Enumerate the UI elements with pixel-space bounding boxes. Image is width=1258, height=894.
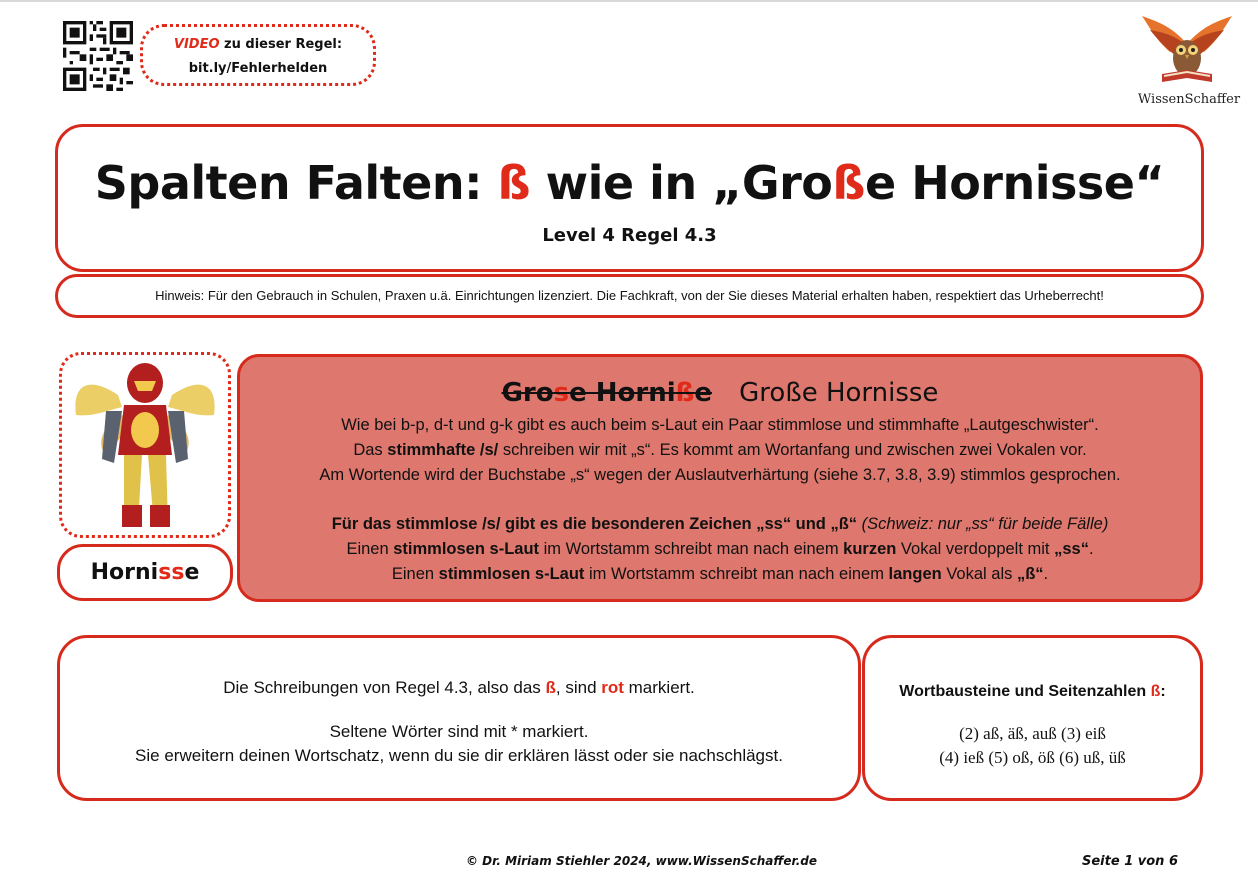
bold-text: stimmlosen s-Laut (393, 540, 540, 558)
text: Die Schreibungen von Regel 4.3, also das (223, 678, 546, 697)
title-part: Spalten Falten: (94, 156, 498, 210)
text: : (1160, 683, 1166, 700)
text: schreiben wir mit „s“. Es kommt am Wortanfang und zwischen zwei Vokalen vor. (498, 441, 1087, 459)
hornet-illustration (59, 352, 231, 538)
rule-line (240, 512, 1200, 537)
wrong-letter: s (553, 378, 570, 408)
rule-line (240, 438, 1200, 463)
word-parts-box (862, 635, 1203, 801)
owl-logo-icon (1140, 14, 1234, 88)
license-hint: Hinweis: Für den Gebrauch in Schulen, Praxen u.ä. Einrichtungen lizenziert. Die Fachkraft, von der Sie dieses Material erhalten haben, respektiert das Urheberrecht! (55, 274, 1204, 318)
example-word (57, 544, 233, 601)
word-part: Horni (90, 560, 159, 585)
rule-line: Wie bei b-p, d-t und g-k gibt es auch beim s-Laut ein Paar stimmlose und stimmhafte „Lautgeschwister“. (341, 416, 1099, 434)
logo-text: WissenSchaffer (1137, 92, 1241, 107)
word-parts-row: (4) ieß (5) oß, öß (6) uß, üß (939, 748, 1126, 767)
word-part: e (184, 560, 200, 585)
rule-line: Am Wortende wird der Buchstabe „s“ wegen der Auslautverhärtung (siehe 3.7, 3.8, 3.9) stimmlos gesprochen. (319, 466, 1121, 484)
text: Vokal verdoppelt mit (896, 540, 1055, 558)
title-eszett: ß (497, 156, 531, 210)
hornet-figure-icon (62, 355, 228, 535)
word-highlight: ss (158, 560, 185, 585)
word-parts-row: (2) aß, äß, auß (3) eiß (959, 724, 1106, 743)
rule-line (240, 562, 1200, 587)
title-part: wie in „Gro (530, 156, 833, 210)
wrong-part: e (694, 378, 712, 408)
title-box (55, 124, 1204, 272)
rule-heading (240, 377, 1200, 409)
wrong-part: Gro (501, 378, 554, 408)
footer-copyright: © Dr. Miriam Stiehler 2024, www.WissenSchaffer.de (466, 854, 817, 868)
text: . (1043, 565, 1049, 583)
page-number: Seite 1 von 6 (1082, 854, 1178, 869)
bold-text: „ß“ (1016, 565, 1044, 583)
page-title (58, 155, 1201, 211)
bold-text: „ss“ (1054, 540, 1089, 558)
title-eszett: ß (832, 156, 865, 210)
info-box (57, 635, 861, 801)
text: Das (353, 441, 388, 459)
text: im Wortstamm schreibt man nach einem (539, 540, 844, 558)
text: Einen (346, 540, 394, 558)
text: . (1088, 540, 1094, 558)
info-line (60, 676, 858, 700)
text: Vokal als (941, 565, 1017, 583)
wrong-letter: ß (675, 378, 695, 408)
info-line: Sie erweitern deinen Wortschatz, wenn du sie dir erklären lässt oder sie nachschlägst. (135, 746, 783, 765)
level-label: Level 4 Regel 4.3 (542, 225, 717, 246)
text: Einen (391, 565, 439, 583)
text: im Wortstamm schreibt man nach einem (584, 565, 889, 583)
video-link[interactable]: bit.ly/Fehlerhelden (188, 61, 328, 76)
bold-text: langen (888, 565, 942, 583)
text: Wortbausteine und Seitenzahlen (899, 683, 1151, 700)
text: markiert. (623, 678, 695, 697)
bold-text: Für das stimmlose /s/ gibt es die besonderen Zeichen „ss“ und „ß“ (331, 515, 858, 533)
top-divider (0, 0, 1258, 2)
wrong-spelling (502, 378, 712, 408)
wrong-part: e Horni (569, 378, 676, 408)
title-part: e Hornisse“ (864, 156, 1165, 210)
bold-text: stimmhafte /s/ (387, 441, 499, 459)
text: , sind (555, 678, 602, 697)
red-text: rot (601, 678, 624, 697)
red-text: ß (545, 678, 556, 697)
correct-spelling: Große Hornisse (739, 378, 939, 408)
rule-line (240, 537, 1200, 562)
qr-code[interactable] (63, 21, 133, 91)
rule-body (240, 413, 1200, 587)
bold-text: stimmlosen s-Laut (438, 565, 585, 583)
video-label: VIDEO (173, 37, 220, 52)
red-text: ß (1150, 683, 1161, 700)
bold-text: kurzen (843, 540, 897, 558)
rule-explanation (237, 354, 1203, 602)
note-text: (Schweiz: nur „ss“ für beide Fälle) (857, 515, 1109, 533)
video-link-box[interactable] (140, 24, 376, 86)
info-line: Seltene Wörter sind mit * markiert. (329, 722, 589, 741)
word-parts-list (865, 722, 1200, 770)
word-parts-title (865, 680, 1200, 704)
video-label-rest: zu dieser Regel: (219, 37, 343, 52)
